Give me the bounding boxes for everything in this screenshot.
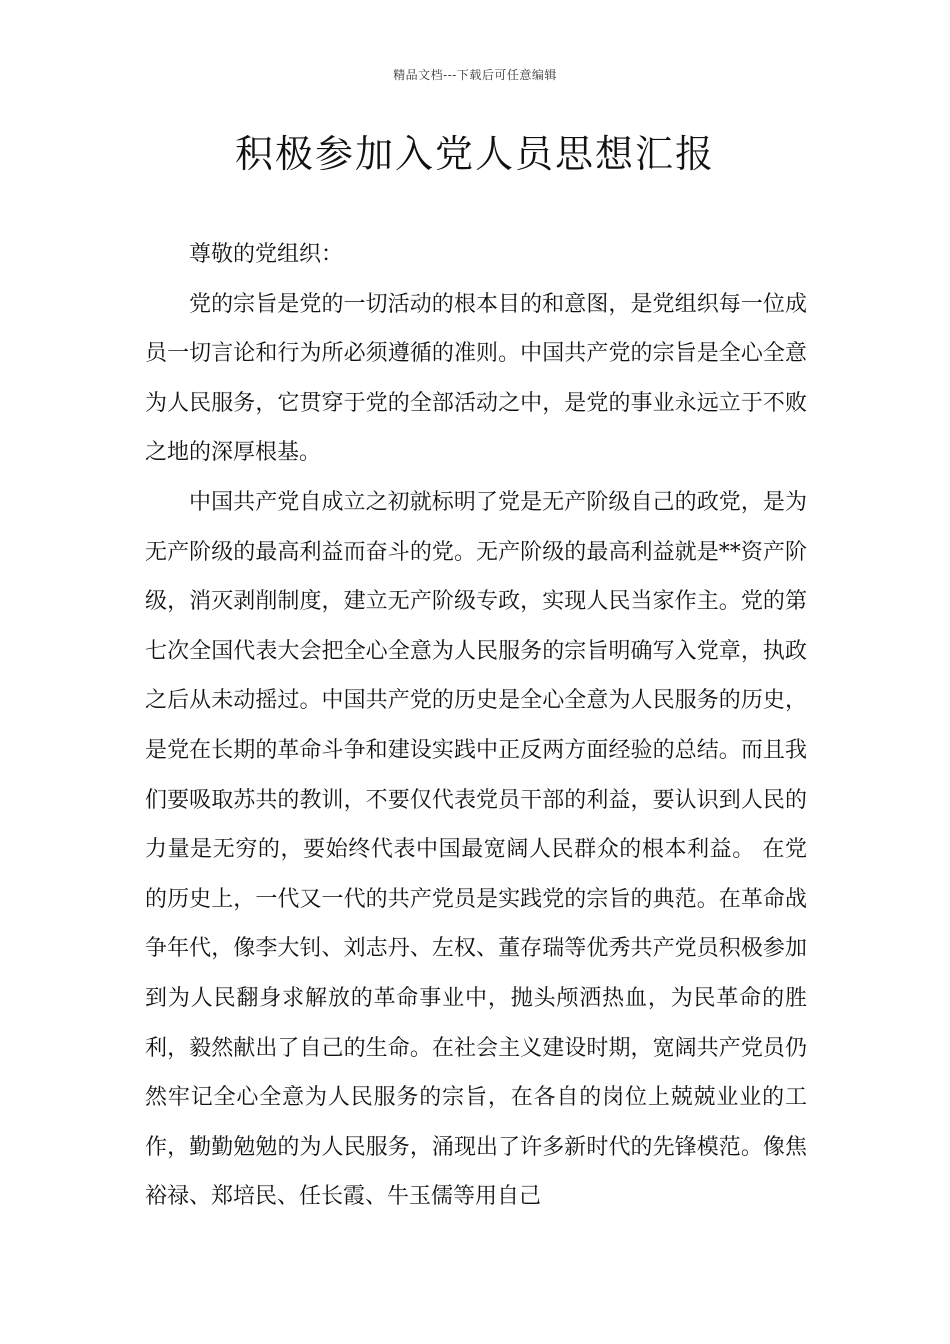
salutation: 尊敬的党组织： (189, 242, 344, 267)
paragraph-2: 中国共产党自成立之初就标明了党是无产阶级自己的政党，是为无产阶级的最高利益而奋斗的党。无产阶级的最高利益就是**资产阶级，消灭剥削制度，建立无产阶级专政，实现人民当家作主。党的第七次全国代表大会把全心全意为人民服务的宗旨明确写入党章，执政之后从未动摇过。中国共产党的历史是全心全意为人民服务的历史，是党在长期的革命斗争和建设实践中正反两方面经验的总结。而且我们要吸取苏共的教训，不要仅代表党员干部的利益，要认识到人民的力量是无穷的，要始终代表中国最宽阔人民群众的根本利益。 在党的历史上，一代又一代的共产党员是实践党的宗旨的典范。在革命战争年代，像李大钊、刘志丹、左权、董存瑞等优秀共产党员积极参加到为人民翻身求解放的革命事业中，抛头颅洒热血，为民革命的胜利，毅然献出了自己的生命。在社会主义建设时期，宽阔共产党员仍然牢记全心全意为人民服务的宗旨，在各自的岗位上兢兢业业的工作，勤勤勉勉的为人民服务，涌现出了许多新时代的先锋模范。像焦裕禄、郑培民、任长霞、牛玉儒等用自己 (145, 489, 807, 1210)
paragraph-1: 党的宗旨是党的一切活动的根本目的和意图，是党组织每一位成员一切言论和行为所必须遵循的准则。中国共产党的宗旨是全心全意为人民服务，它贯穿于党的全部活动之中，是党的事业永远立于不败之地的深厚根基。 (145, 291, 807, 466)
page-header-note: 精品文档---下载后可任意编辑 (393, 68, 557, 82)
document-body (145, 230, 807, 1222)
document-title: 积极参加入党人员思想汇报 (234, 132, 715, 176)
